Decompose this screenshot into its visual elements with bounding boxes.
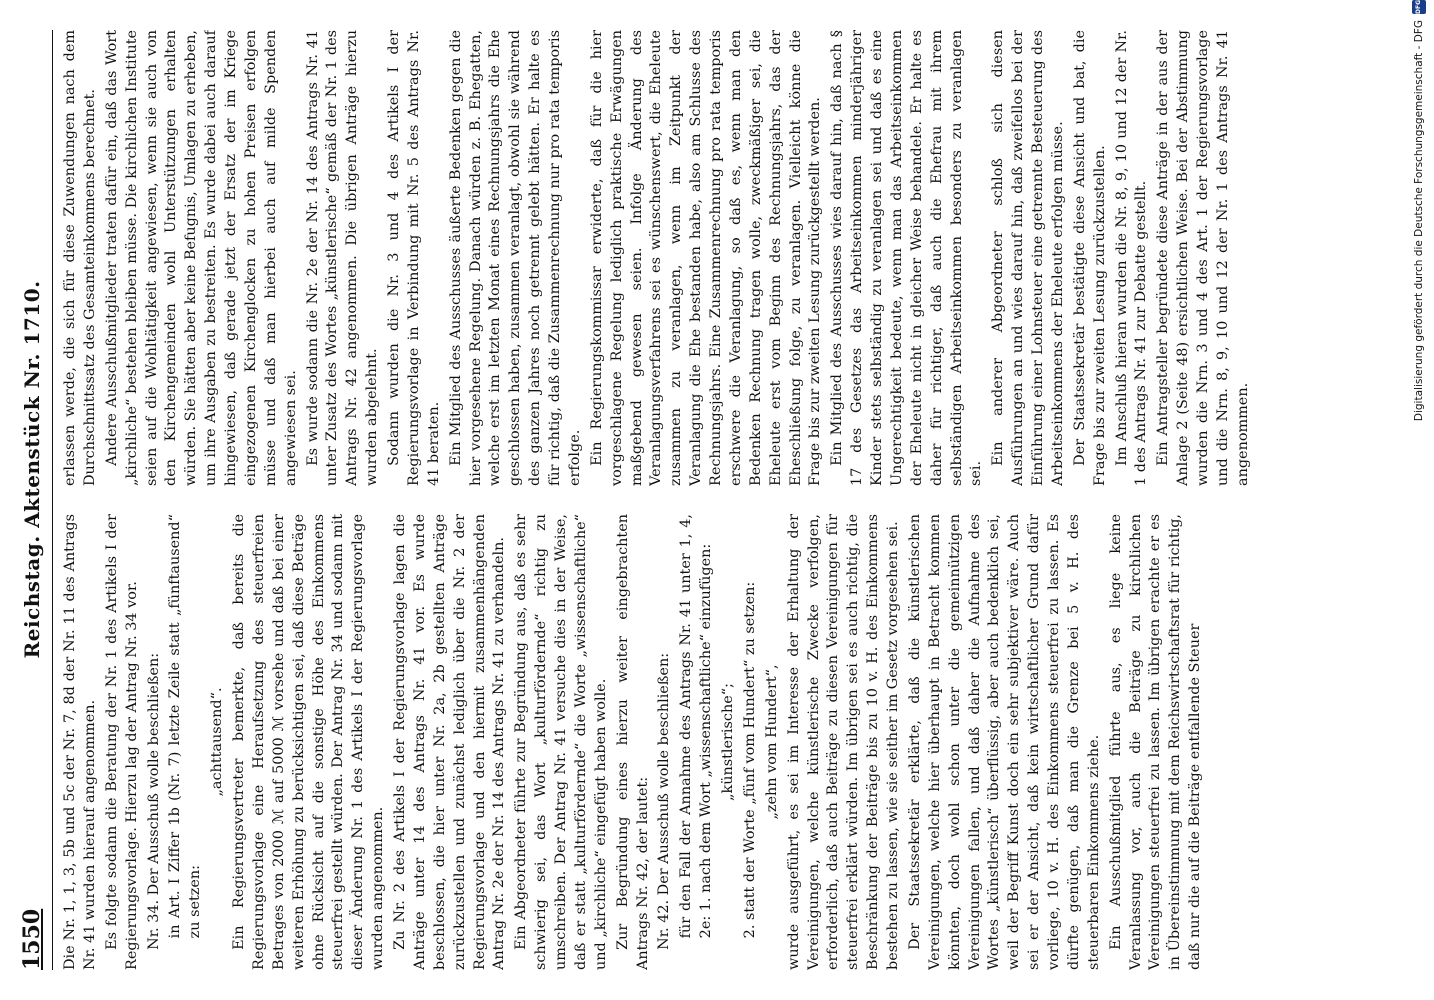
paragraph: Es wurde sodann die Nr. 2e der Nr. 14 des Antrags Nr. 41 unter Zusatz des Wortes „künstlerische“ gemäß der Nr. 1 des Antrags Nr. 42 angenommen. Die übrigen Anträge hierzu wurden abgelehnt.: [304, 30, 381, 486]
page-number: 1550: [19, 908, 45, 970]
paragraph: Im Anschluß hieran wurden die Nr. 8, 9, 10 und 12 der Nr. 1 des Antrags Nr. 41 zur Debatte gestellt.: [1113, 30, 1150, 486]
paragraph: Andere Ausschußmitglieder traten dafür ein, daß das Wort „kirchliche“ bestehen bleiben müsse. Die kirchlichen Institute seien auf die Wohltätigkeit angewiesen, wenn sie auch von den Kirchengemeinden wohl Unterstützungen erhalten würden. Sie hätten aber keine Befugnis, Umlagen zu erheben, um ihre Ausgaben zu bestreiten. Es wurde dabei auch darauf hingewiesen, daß gerade jetzt der Ersatz der im Kriege eingezogenen Kirchenglocken zu hohen Preisen erfolgen müsse und daß man hierbei auch auf milde Spenden angewiesen sei.: [103, 30, 299, 486]
motion-label: Nr. 34. Der Ausschuß wolle beschließen:: [145, 652, 162, 950]
paragraph: Ein Mitglied des Ausschusses wies darauf hin, daß nach § 17 des Gesetzes das Arbeitseinkommen minderjähriger Kinder stets selbständig zu veranlagen sei und daß es eine Ungerechtigkeit bedeute, wenn man das Arbeitseinkommen der Eheleute nicht in gleicher Weise behandele. Er halte es daher für richtiger, daß auch die Ehefrau mit ihrem selbständigen Arbeitseinkommen besonders zu veranlagen sei.: [829, 30, 985, 486]
digitization-note-text: Digitalisierung gefördert durch die Deutsche Forschungsgemeinschaft - DFG: [1413, 20, 1425, 422]
motion-text: in Art. I Ziffer 1b (Nr. 7) letzte Zeile statt „fünftausend“ zu setzen:: [167, 514, 204, 939]
paragraph: Der Staatssekretär bestätigte diese Ansicht und bat, die Frage bis zur zweiten Lesung zurückzustellen.: [1071, 30, 1108, 486]
motion-text: 2. statt der Worte „fünf vom Hundert“ zu setzen:: [741, 581, 758, 939]
paragraph: Ein Antragsteller begründete diese Anträge in der aus der Anlage 2 (Seite 48) ersichtlichen Weise. Bei der Abstimmung wurden die Nrn. 3 und 4 des Art. 1 der Regierungsvorlage und die Nrn. 8, 9, 10 und 12 der Nr. 1 des Antrags Nr. 41 angenommen.: [1155, 30, 1251, 486]
paragraph: Sodann wurden die Nr. 3 und 4 des Artikels I der Regierungsvorlage in Verbindung mit Nr. 5 des Antrags Nr. 41 beraten.: [386, 30, 442, 486]
motion-text: „achttausend“.: [209, 687, 226, 797]
motion-text: „künstlerische“;: [720, 683, 736, 801]
paragraph: wurde ausgeführt, es sei im Interesse der Erhaltung der Vereinigungen, welche künstlerische Zwecke verfolgen, erforderlich, daß auch Beiträge zu diesen Vereinigungen für steuerfrei erklärt würden. Im übrigen sei es auch richtig, die Beschränkung der Beiträge bis zu 10 v. H. des Einkommens bestehen zu lassen, wie sie seither im Gesetz vorgesehen sei.: [785, 514, 901, 970]
dfg-logo-icon: DFG: [1412, 0, 1426, 14]
motion-text: für den Fall der Annahme des Antrags Nr. 41 unter 1, 4, 2e: 1. nach dem Wort „wissenschaftliche“ einzufügen:: [678, 514, 715, 939]
paragraph: Ein Ausschußmitglied führte aus, es liege keine Veranlassung vor, auch die Beiträge zu kirchlichen Vereinigungen steuerfrei zu lassen. Im übrigen erachte er es in Übereinstimmung mit dem Reichswirtschaftsrat für richtig, daß nur die auf die Beiträge entfallende Steuer: [1107, 514, 1204, 970]
paragraph: Die Nr. 1, 1, 3, 5b und 5c der Nr. 7, 8d der Nr. 11 des Antrags Nr. 41 wurden hierauf angenommen.: [62, 514, 98, 970]
paragraph: Zur Begründung eines hierzu weiter eingebrachten Antrags Nr. 42, der lautet:: [614, 514, 651, 970]
paragraph: Es folgte sodann die Beratung der Nr. 1 des Artikels I der Regierungsvorlage. Hierzu lag der Antrag Nr. 34 vor.: [103, 514, 140, 970]
paragraph: Der Staatssekretär erklärte, daß die künstlerischen Vereinigungen, welche hier überhaupt in Betracht kommen könnten, doch wohl schon unter die gemeinnützigen Vereinigungen fallen, und daß daher die Aufnahme des Wortes „künstlerisch“ überflüssig, aber auch bedenklich sei, weil der Begriff Kunst doch ein sehr subjektiver wäre. Auch sei er der Ansicht, daß kein wirtschaftlicher Grund dafür vorliege, 10 v. H. des Einkommens steuerfrei zu lassen. Es dürfte genügen, daß man die Grenze bei 5 v. H. des steuerbaren Einkommens ziehe.: [906, 514, 1102, 970]
right-column: [61, 30, 1381, 486]
paragraph: erlassen werde, die sich für diese Zuwendungen nach dem Durchschnittssatz des Gesamteinkommens berechnet.: [62, 30, 98, 486]
text-columns: [61, 30, 1381, 970]
page-header: [12, 30, 53, 970]
page-title: Reichstag. Aktenstück Nr. 1710.: [20, 280, 44, 659]
paragraph: Ein Mitglied des Ausschusses äußerte Bedenken gegen die hier vorgesehene Regelung. Danach würden z. B. Ehegatten, welche erst im letzten Monat eines Rechnungsjahrs die Ehe geschlossen haben, zusammen veranlagt, obwohl sie während des ganzen Jahres noch getrennt gelebt hätten. Er halte es für richtig, daß die Zusammenrechnung nur pro rata temporis erfolge.: [447, 30, 583, 486]
motion-text: „zehn vom Hundert“,: [763, 664, 780, 820]
paragraph: Zu Nr. 2 des Artikels I der Regierungsvorlage lagen die Anträge unter 14 des Antrags Nr. 41 vor. Es wurde beschlossen, die hier unter Nr. 2a, 2b gestellten Anträge zurückzustellen und zunächst lediglich über die Nr. 2 der Regierungsvorlage und den hiermit zusammenhängenden Antrag Nr. 2e der Nr. 14 des Antrags Nr. 41 zu verhandeln.: [392, 514, 508, 970]
paragraph: Ein anderer Abgeordneter schloß sich diesen Ausführungen an und wies darauf hin, daß zweifellos bei der Einführung einer Lohnsteuer eine getrennte Besteuerung des Arbeitseinkommens der Eheleute erfolgen müsse.: [990, 30, 1066, 486]
paragraph: Ein Abgeordneter führte zur Begründung aus, daß es sehr schwierig sei, das Wort „kulturfördernde“ richtig zu umschreiben. Der Antrag Nr. 41 versuche dies in der Weise, daß er statt „kulturfördernde“ die Worte „wissenschaftliche“ und „kirchliche“ eingefügt haben wolle.: [513, 514, 609, 970]
left-column: [61, 514, 1381, 970]
document-page: [12, 20, 1402, 980]
motion-label: Nr. 42. Der Ausschuß wolle beschließen:: [656, 652, 673, 950]
paragraph: Ein Regierungskommissar erwiderte, daß für die hier vorgeschlagene Regelung lediglich praktische Erwägungen maßgebend gewesen seien. Infolge Änderung des Veranlagungsverfahrens sei es wünschenswert, die Eheleute zusammen zu veranlagen, wenn im Zeitpunkt der Veranlagung die Ehe bestanden habe, also am Schlusse des Rechnungsjahrs. Eine Zusammenrechnung pro rata temporis erschwere die Veranlagung, so daß es, wenn man den Bedenken Rechnung tragen wolle, zweckmäßiger sei, die Eheleute erst vom Beginn des Rechnungsjahrs, das der Eheschließung folge, zu veranlagen. Vielleicht könne die Frage bis zur zweiten Lesung zurückgestellt werden.: [588, 30, 824, 486]
digitization-note: [1408, 0, 1430, 990]
paragraph: Ein Regierungsvertreter bemerkte, daß bereits die Regierungsvorlage eine Heraufsetzung des steuerfreien Betrages von 2000 ℳ auf 5000 ℳ vorsehe und daß bei einer weiteren Erhöhung zu berücksichtigen sei, daß diese Beträge ohne Rücksicht auf die sonstige Höhe des Einkommens steuerfrei gestellt würden. Der Antrag Nr. 34 und sodann mit dieser Änderung Nr. 1 des Artikels I der Regierungsvorlage wurden angenommen.: [231, 514, 387, 970]
